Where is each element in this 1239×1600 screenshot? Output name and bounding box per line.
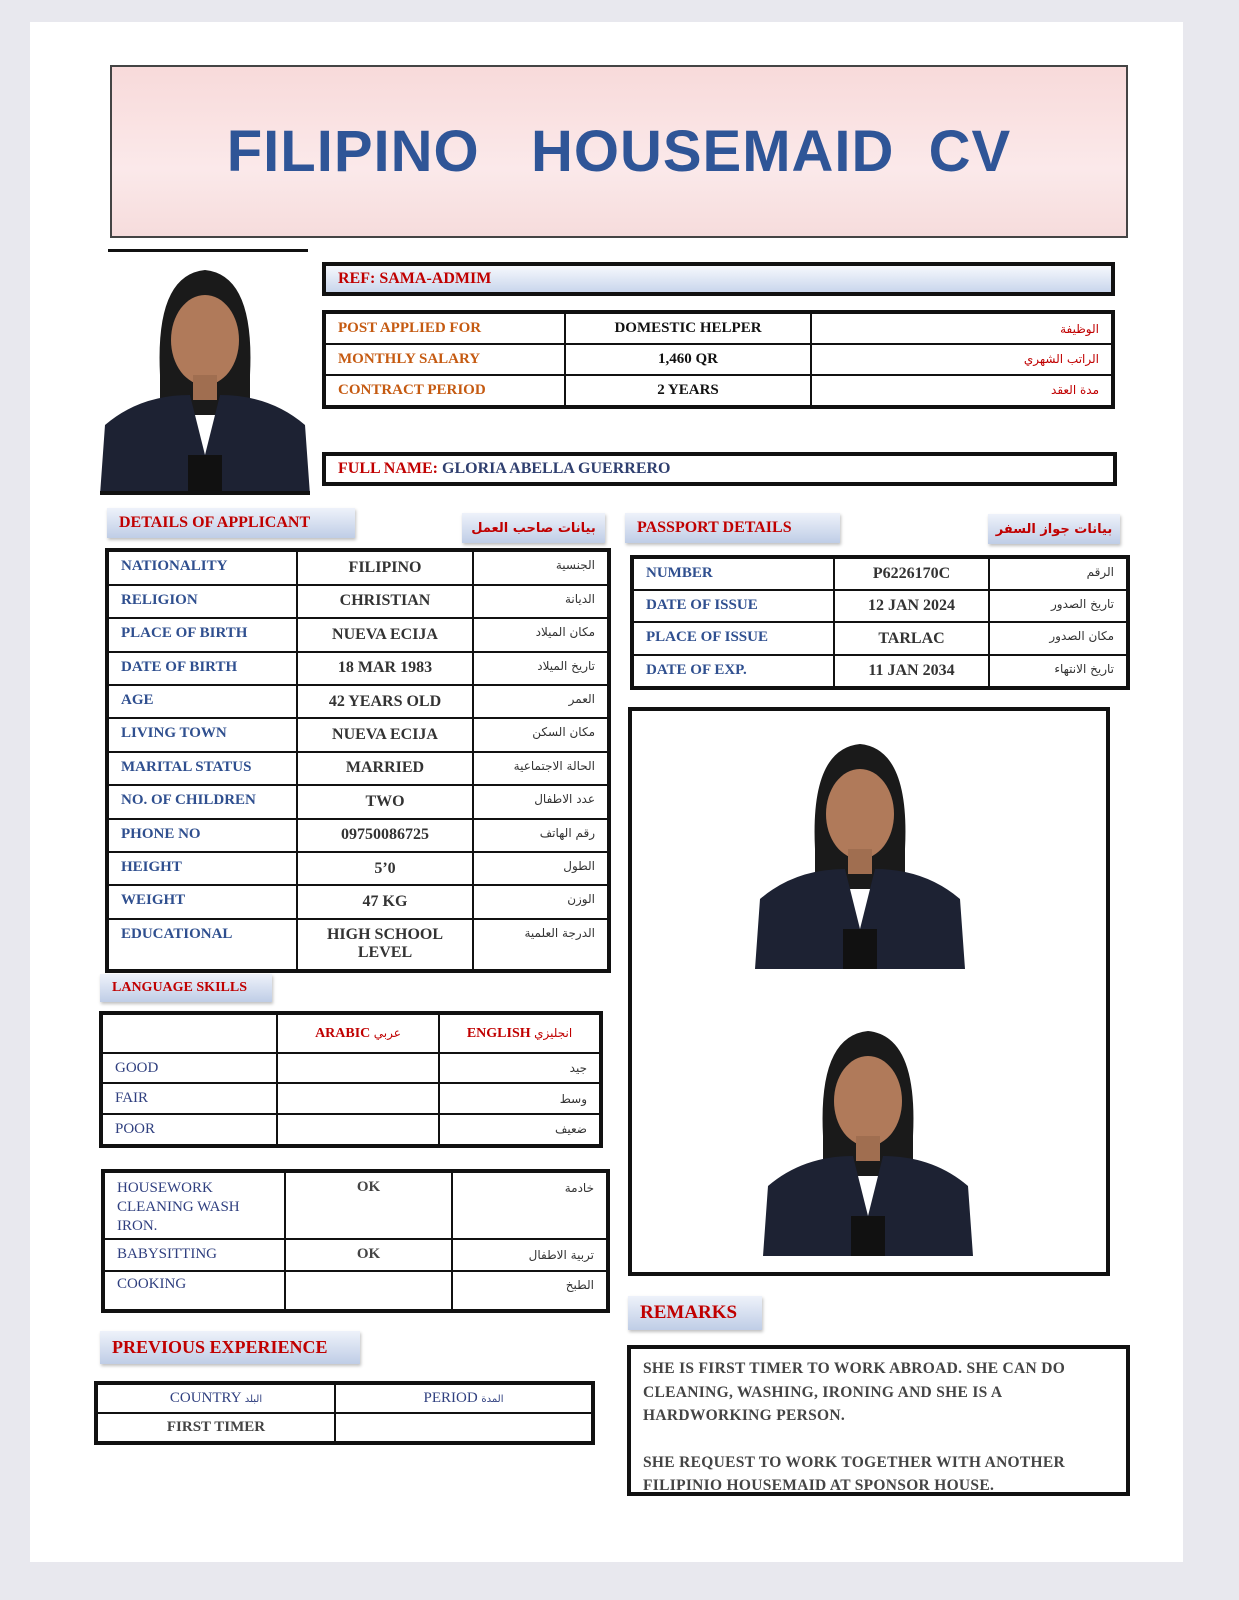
field-arabic: العمر: [473, 685, 609, 718]
page-title: FILIPINO HOUSEMAID CV: [226, 119, 1012, 184]
field-value: MARRIED: [297, 752, 473, 785]
language-table: [99, 1011, 603, 1148]
remarks-paragraph: SHE IS FIRST TIMER TO WORK ABROAD. SHE CAN DO CLEANING, WASHING, IRONING AND SHE IS A HARDWORKING PERSON.: [643, 1360, 1066, 1424]
passport-heading: PASSPORT DETAILS: [625, 513, 840, 543]
photo-frame: [628, 707, 1110, 1276]
remarks-paragraph: SHE REQUEST TO WORK TOGETHER WITH ANOTHER FILIPINIO HOUSEMAID AT SPONSOR HOUSE.: [643, 1453, 1066, 1494]
period-col-label: PERIOD: [423, 1390, 478, 1406]
level-arabic: ضعيف: [439, 1114, 601, 1146]
field-label: PLACE OF BIRTH: [107, 618, 297, 651]
table-row: [107, 852, 609, 885]
skill-label: BABYSITTING: [103, 1239, 285, 1271]
field-label: DATE OF EXP.: [632, 655, 834, 688]
full-name-label: FULL NAME:: [338, 460, 438, 477]
table-row: [103, 1271, 608, 1311]
field-arabic: الجنسية: [473, 550, 609, 585]
table-row: [101, 1114, 601, 1146]
field-arabic: الدرجة العلمية: [473, 919, 609, 971]
country-col-label-ar: البلد: [244, 1394, 263, 1405]
contract-label: CONTRACT PERIOD: [324, 375, 565, 407]
arabic-column-header: [277, 1013, 439, 1053]
field-value: TARLAC: [834, 622, 989, 654]
arabic-poor-cell: [277, 1114, 439, 1146]
full-name-bar: [322, 452, 1117, 486]
passport-heading-arabic: بيانات جواز السفر: [988, 514, 1120, 544]
skill-arabic: خادمة: [452, 1171, 608, 1239]
applicant-heading-arabic: بيانات صاحب العمل: [462, 513, 605, 543]
table-row: [96, 1413, 593, 1443]
field-label: PLACE OF ISSUE: [632, 622, 834, 654]
applicant-table: [105, 548, 611, 973]
country-col-label: COUNTRY: [169, 1390, 241, 1406]
photo-top-rule: [108, 249, 308, 252]
contract-value: 2 YEARS: [565, 375, 811, 407]
reference-bar: [322, 262, 1115, 296]
field-label: DATE OF ISSUE: [632, 590, 834, 622]
arabic-col-label-ar: عربي: [373, 1025, 401, 1040]
field-label: HEIGHT: [107, 852, 297, 885]
table-row: [107, 785, 609, 818]
passport-table: [630, 555, 1130, 690]
field-label: MARITAL STATUS: [107, 752, 297, 785]
level-label: FAIR: [101, 1083, 277, 1113]
field-arabic: مكان الميلاد: [473, 618, 609, 651]
post-label: POST APPLIED FOR: [324, 312, 565, 344]
table-row: [324, 344, 1113, 375]
field-label: PHONE NO: [107, 819, 297, 852]
field-arabic: مكان الصدور: [989, 622, 1128, 654]
field-label: LIVING TOWN: [107, 718, 297, 751]
field-value: FILIPINO: [297, 550, 473, 585]
field-label: NUMBER: [632, 557, 834, 590]
table-row: [632, 590, 1128, 622]
full-name-value: GLORIA ABELLA GUERRERO: [438, 460, 671, 477]
applicant-photo-2: [754, 729, 966, 969]
field-value: P6226170C: [834, 557, 989, 590]
applicant-heading: DETAILS OF APPLICANT: [107, 508, 355, 538]
table-row: [107, 819, 609, 852]
field-value: 47 KG: [297, 885, 473, 918]
skill-value: [285, 1271, 452, 1311]
arabic-good-cell: [277, 1053, 439, 1083]
field-label: NO. OF CHILDREN: [107, 785, 297, 818]
field-arabic: مكان السكن: [473, 718, 609, 751]
table-row: [632, 622, 1128, 654]
table-row: [632, 655, 1128, 688]
field-label: RELIGION: [107, 585, 297, 618]
field-arabic: تاريخ الانتهاء: [989, 655, 1128, 688]
table-row: [103, 1239, 608, 1271]
experience-heading: PREVIOUS EXPERIENCE: [100, 1331, 360, 1364]
field-arabic: الرقم: [989, 557, 1128, 590]
field-value: 09750086725: [297, 819, 473, 852]
language-heading: LANGUAGE SKILLS: [100, 974, 272, 1002]
title-banner: [110, 65, 1128, 238]
table-row: [103, 1171, 608, 1239]
skill-label: HOUSEWORK CLEANING WASH IRON.: [103, 1171, 285, 1239]
field-arabic: تاريخ الصدور: [989, 590, 1128, 622]
field-arabic: الديانة: [473, 585, 609, 618]
period-col-label-ar: المدة: [481, 1394, 504, 1405]
field-value: 18 MAR 1983: [297, 652, 473, 685]
table-row: [107, 550, 609, 585]
salary-arabic: الراتب الشهري: [811, 344, 1113, 375]
table-row: [107, 585, 609, 618]
table-row: [101, 1013, 601, 1053]
field-arabic: الطول: [473, 852, 609, 885]
field-value: NUEVA ECIJA: [297, 618, 473, 651]
field-value: NUEVA ECIJA: [297, 718, 473, 751]
table-row: [107, 919, 609, 971]
skill-value: OK: [285, 1239, 452, 1271]
period-column-header: [335, 1383, 593, 1413]
skill-label: COOKING: [103, 1271, 285, 1311]
level-arabic: جيد: [439, 1053, 601, 1083]
table-row: [107, 885, 609, 918]
table-row: [101, 1083, 601, 1113]
remarks-box: [627, 1345, 1130, 1496]
field-value: 11 JAN 2034: [834, 655, 989, 688]
skill-value: OK: [285, 1171, 452, 1239]
field-label: WEIGHT: [107, 885, 297, 918]
skill-arabic: الطبخ: [452, 1271, 608, 1311]
table-row: [632, 557, 1128, 590]
skill-arabic: تربية الاطفال: [452, 1239, 608, 1271]
post-arabic: الوظيفة: [811, 312, 1113, 344]
field-value: HIGH SCHOOL LEVEL: [297, 919, 473, 971]
table-row: [96, 1383, 593, 1413]
salary-value: 1,460 QR: [565, 344, 811, 375]
field-label: NATIONALITY: [107, 550, 297, 585]
applicant-photo-3: [762, 1016, 974, 1256]
reference-number: REF: SAMA-ADMIM: [338, 270, 492, 287]
field-label: EDUCATIONAL: [107, 919, 297, 971]
table-row: [324, 312, 1113, 344]
field-value: CHRISTIAN: [297, 585, 473, 618]
remarks-heading: REMARKS: [628, 1296, 762, 1330]
contract-arabic: مدة العقد: [811, 375, 1113, 407]
experience-country: FIRST TIMER: [96, 1413, 335, 1443]
table-row: [107, 752, 609, 785]
field-value: 42 YEARS OLD: [297, 685, 473, 718]
field-arabic: الوزن: [473, 885, 609, 918]
field-arabic: عدد الاطفال: [473, 785, 609, 818]
experience-period: [335, 1413, 593, 1443]
english-column-header: [439, 1013, 601, 1053]
empty-cell: [101, 1013, 277, 1053]
field-arabic: الحالة الاجتماعية: [473, 752, 609, 785]
field-value: 5’0: [297, 852, 473, 885]
english-col-label-ar: انجليزي: [534, 1025, 573, 1040]
salary-label: MONTHLY SALARY: [324, 344, 565, 375]
level-label: POOR: [101, 1114, 277, 1146]
country-column-header: [96, 1383, 335, 1413]
table-row: [107, 685, 609, 718]
field-label: DATE OF BIRTH: [107, 652, 297, 685]
field-arabic: رقم الهاتف: [473, 819, 609, 852]
level-arabic: وسط: [439, 1083, 601, 1113]
field-arabic: تاريخ الميلاد: [473, 652, 609, 685]
english-col-label: ENGLISH: [466, 1025, 531, 1041]
field-value: 12 JAN 2024: [834, 590, 989, 622]
table-row: [324, 375, 1113, 407]
table-row: [107, 718, 609, 751]
field-value: TWO: [297, 785, 473, 818]
table-row: [101, 1053, 601, 1083]
table-row: [107, 618, 609, 651]
level-label: GOOD: [101, 1053, 277, 1083]
arabic-fair-cell: [277, 1083, 439, 1113]
skills-table: [101, 1169, 610, 1313]
field-label: AGE: [107, 685, 297, 718]
post-table: [322, 310, 1115, 409]
arabic-col-label: ARABIC: [315, 1025, 371, 1041]
experience-table: [94, 1381, 595, 1445]
applicant-photo: [100, 255, 310, 495]
post-value: DOMESTIC HELPER: [565, 312, 811, 344]
table-row: [107, 652, 609, 685]
